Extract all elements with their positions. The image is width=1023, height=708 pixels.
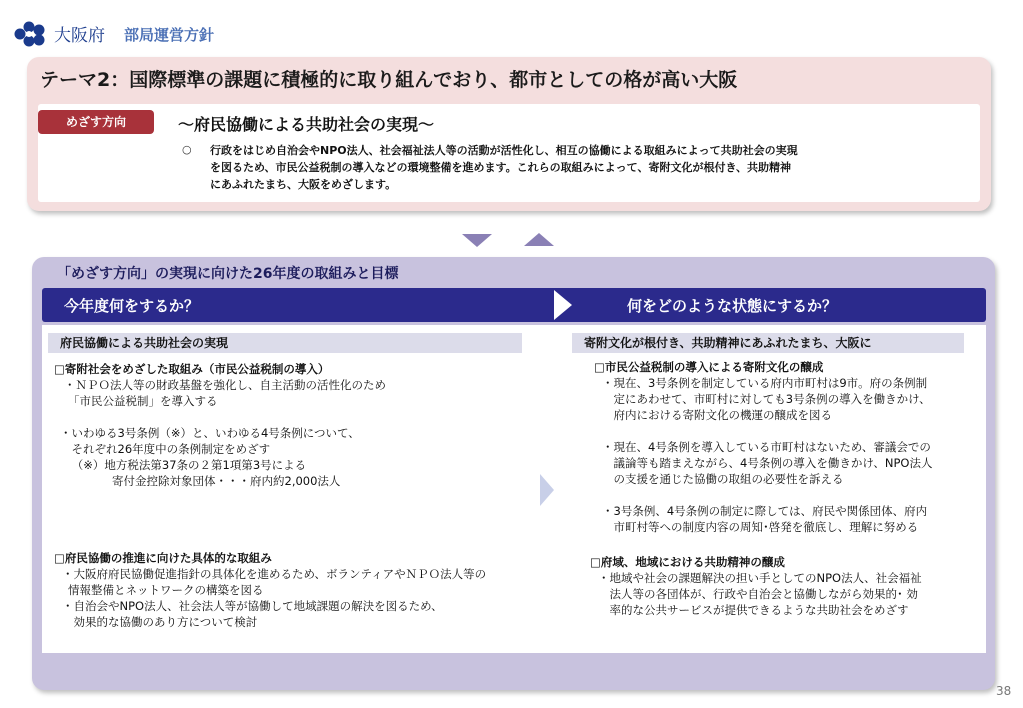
block-heading: □市民公益税制の導入による寄附文化の醸成 — [594, 360, 824, 374]
block-line: 市町村等への制度内容の周知･啓発を徹底し、理解に努める — [602, 520, 919, 534]
banner-right-label: 何をどのような状態にするか？ — [627, 297, 838, 315]
vision-title: ～府民協働による共助社会の実現～ — [178, 115, 435, 134]
vision-line: 行政をはじめ自治会やNPO法人、社会福祉法人等の活動が活性化し、相互の協働による取組みによって共助社会の実現 — [210, 144, 798, 157]
block-line: の支援を通じた協働の取組の必要性を訴える — [602, 472, 844, 486]
osaka-prefecture-logo — [12, 20, 50, 48]
block-line — [594, 487, 984, 503]
right-block-donation-culture — [594, 359, 984, 535]
vision-bullet: ○ — [182, 143, 192, 156]
block-line: ・ＮＰＯ法人等の財政基盤を強化し、自主活動の活性化のため — [64, 378, 386, 392]
block-line: ・自治会やNPO法人、社会法人等が協働して地域課題の解決を図るため、 — [62, 599, 443, 613]
block-heading: □寄附社会をめざした取組み（市民公益税制の導入） — [54, 362, 330, 376]
block-line: 法人等の各団体が、行政や自治会と協働しながら効果的･ 効 — [598, 587, 918, 601]
block-line: ・大阪府府民協働促進指針の具体化を進めるため、ボランティアやＮＰＯ法人等の — [62, 567, 487, 581]
dept-name: 部局運営方針 — [124, 26, 215, 44]
banner-left-label: 今年度何をするか？ — [64, 297, 200, 315]
block-line: ・地域や社会の課題解決の担い手としてのNPO法人、社会福祉 — [598, 571, 922, 585]
vision-body — [210, 142, 952, 193]
up-arrow-icon — [524, 233, 554, 246]
goals-title: 「めざす方向」の実現に向けた26年度の取組みと目標 — [57, 266, 399, 282]
block-line: 定にあわせて、市町村に対しても3号条例の導入を働きかけ、 — [602, 392, 931, 406]
block-line: ・3号条例、4号条例の制定に際しては、府民や関係団体、府内 — [602, 504, 928, 518]
block-heading: □府域、地域における共助精神の醸成 — [590, 555, 785, 569]
block-line: ・現在、3号条例を制定している府内市町村は9市。府の条例制 — [602, 376, 928, 390]
block-line: 情報整備とネットワークの構築を図る — [68, 583, 264, 597]
right-block-mutual-aid — [590, 554, 984, 618]
right-column-header: 寄附文化が根付き、共助精神にあふれたまち、大阪に — [572, 333, 964, 353]
block-line — [54, 409, 524, 425]
left-block-collaboration — [54, 550, 524, 630]
block-line: ・いわゆる3号条例（※）と、いわゆる4号条例について、 — [60, 426, 360, 440]
direction-tag: めざす方向 — [38, 110, 154, 134]
block-line: 「市民公益税制」を導入する — [68, 394, 218, 408]
block-heading: □府民協働の推進に向けた具体的な取組み — [54, 551, 272, 565]
block-line: それぞれ26年度中の条例制定をめざす — [60, 442, 271, 456]
theme-title: テーマ2：国際標準の課題に積極的に取り組んでおり、都市としての格が高い大阪 — [40, 69, 738, 91]
block-line: 率的な公共サービスが提供できるような共助社会をめざす — [598, 603, 909, 617]
org-name: 大阪府 — [54, 26, 105, 46]
banner-arrow-icon — [554, 290, 572, 320]
block-line: （※）地方税法第37条の２第1項第3号による — [66, 458, 307, 472]
block-line: 効果的な協働のあり方について検討 — [62, 615, 258, 629]
block-line: ・現在、4号条例を導入している市町村はないため、審議会での — [602, 440, 931, 454]
vision-line: にあふれたまち、大阪をめざします。 — [210, 178, 397, 191]
right-arrow-icon — [540, 474, 554, 506]
block-line: 議論等も踏まえながら、4号条例の導入を働きかけ、NPO法人 — [602, 456, 933, 470]
left-block-tax — [54, 361, 524, 489]
block-line: 府内における寄附文化の機運の醸成を図る — [602, 408, 832, 422]
left-column-header: 府民協働による共助社会の実現 — [48, 333, 522, 353]
block-line: 寄付金控除対象団体・・・府内約2,000法人 — [66, 474, 341, 488]
block-line — [594, 423, 984, 439]
vision-line: を図るため、市民公益税制の導入などの環境整備を進めます。これらの取組みによって、寄附文化が根付き、共助精神 — [210, 161, 792, 174]
down-arrow-icon — [462, 234, 492, 247]
page-number: 38 — [996, 684, 1012, 698]
